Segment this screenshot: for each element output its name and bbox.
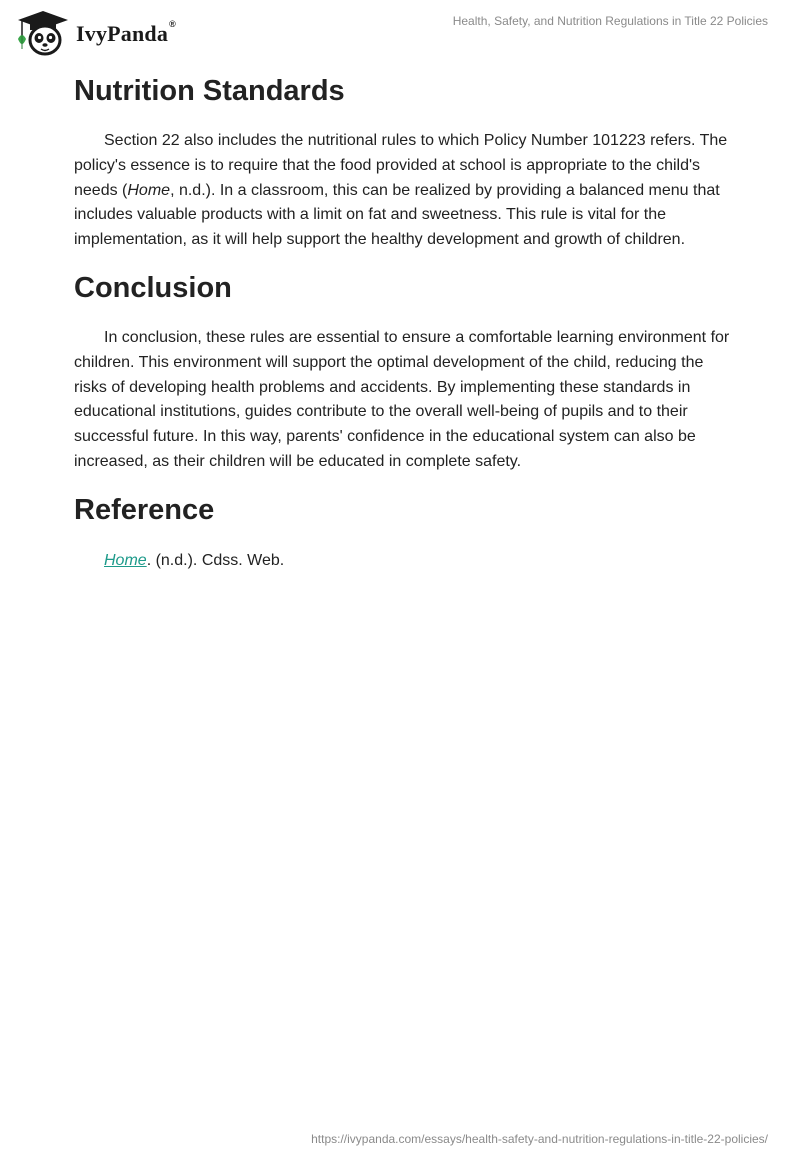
section-heading-reference: Reference [74, 493, 215, 526]
document-title: Health, Safety, and Nutrition Regulations in Title 22 Policies [452, 14, 768, 28]
panda-graduate-icon [14, 9, 72, 57]
section-paragraph-nutrition [74, 129, 734, 253]
source-url[interactable]: https://ivypanda.com/essays/health-safety-and-nutrition-regulations-in-title-22-policies/ [311, 1132, 768, 1146]
page-header [0, 0, 800, 60]
section-paragraph-conclusion: In conclusion, these rules are essential to ensure a comfortable learning environment for children. This environment will support the optimal development of the child, reducing the risks of developing health problems and accidents. By implementing these standards in educational institutions, guides contribute to the overall well-being of pupils and to their successful future. In this way, parents' confidence in the educational system can also be increased, as their children will be educated in complete safety. [74, 328, 730, 470]
article-body [74, 70, 734, 574]
section-heading-nutrition: Nutrition Standards [74, 75, 345, 107]
reference-text: . (n.d.). Cdss. Web. [146, 551, 285, 569]
section-heading-conclusion: Conclusion [74, 271, 232, 304]
registered-mark: ® [169, 19, 176, 29]
brand-name: IvyPanda® [76, 19, 176, 46]
paragraph-text: , n.d.). In a classroom, this can be realized by providing a balanced menu that includes valuable products with a limit on fat and sweetness. This rule is vital for the implementation, as it will help support the healthy development and growth of children. [74, 181, 720, 249]
reference-entry [74, 549, 734, 574]
citation-title: Home [127, 181, 171, 199]
ivypanda-logo[interactable] [14, 9, 176, 57]
reference-link[interactable]: Home [104, 551, 147, 569]
paragraph-text: Section 22 also includes the nutritional rules to which Policy Number 101223 refers. The policy's essence is to require that the food provided at school is appropriate to the child's needs ( [74, 132, 728, 199]
